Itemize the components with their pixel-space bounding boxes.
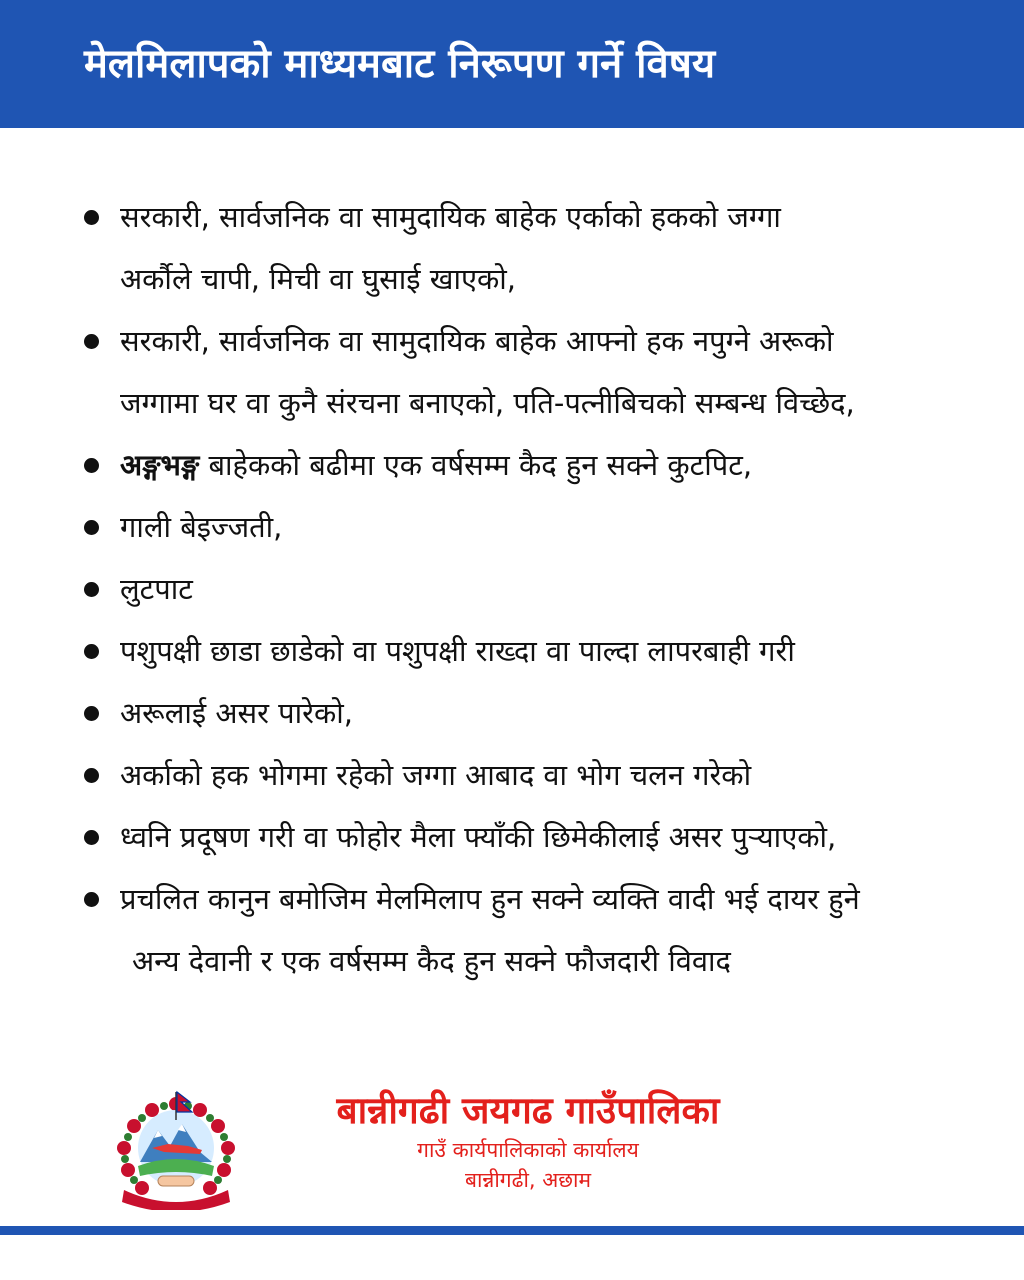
list-item-continuation [0,372,1024,434]
office-location: बान्नीगढी, अछाम [464,1168,592,1192]
list-item-text: अर्काको हक भोगमा रहेको जग्गा आबाद वा भोग चलन गरेको [120,758,752,792]
list-item [0,682,1024,744]
list-item-text [120,434,1010,496]
list-item [0,806,1024,868]
list-item-text: लुटपाट [120,572,193,606]
list-item-text: अर्कौले चापी, मिची वा घुसाई खाएको, [120,262,516,296]
list-item [0,496,1024,558]
list-item-text: अरूलाई असर पारेको, [120,696,354,730]
list-item-text: गाली बेइज्जती, [120,510,283,544]
footer [0,1080,1024,1210]
list-item-text: ध्वनि प्रदूषण गरी वा फोहोर मैला फ्याँकी छिमेकीलाई असर पुऱ्याएको, [120,820,837,854]
list-item-text: प्रचलित कानुन बमोजिम मेलमिलाप हुन सक्ने व्यक्ति वादी भई दायर हुने [120,882,860,916]
list-item-text: पशुपक्षी छाडा छाडेको वा पशुपक्षी राख्दा वा पाल्दा लापरबाही गरी [120,634,795,668]
list-item [0,558,1024,620]
bullet-icon [84,768,99,783]
list-item-text: अन्य देवानी र एक वर्षसम्म कैद हुन सक्ने फौजदारी विवाद [132,944,731,978]
list-item-text: जग्गामा घर वा कुनै संरचना बनाएको, पति-पत्नीबिचको सम्बन्ध विच्छेद, [120,386,855,420]
bullet-icon [84,210,99,225]
list-item-text: सरकारी, सार्वजनिक वा सामुदायिक बाहेक आफ्नो हक नपुग्ने अरूको [120,324,834,358]
list-item [0,620,1024,682]
bullet-icon [84,644,99,659]
nepal-emblem-icon [108,1090,244,1210]
bullet-icon [84,706,99,721]
list-item [0,186,1024,248]
list-item-rest: बाहेकको बढीमा एक वर्षसम्म कैद हुन सक्ने कुटपिट, [199,448,753,482]
org-name: बान्नीगढी जयगढ गाउँपालिका [336,1089,720,1132]
bullet-icon [84,458,99,473]
bullet-icon [84,582,99,597]
list-item [0,310,1024,372]
office-name: गाउँ कार्यपालिकाको कार्यालय [417,1138,639,1162]
bullet-icon [84,892,99,907]
bullet-icon [84,520,99,535]
bullet-icon [84,334,99,349]
list-item [0,868,1024,930]
bullet-icon [84,830,99,845]
list-item-text: सरकारी, सार्वजनिक वा सामुदायिक बाहेक एर्काको हकको जग्गा [120,200,781,234]
list-item-continuation [0,930,1024,992]
list-item-continuation [0,248,1024,310]
list-item [0,744,1024,806]
bottom-divider [0,1226,1024,1235]
bold-prefix: अङ्गभङ्ग [120,448,200,482]
page-title: मेलमिलापको माध्यमबाट निरूपण गर्ने विषय [84,41,716,87]
list-item [0,434,1024,496]
